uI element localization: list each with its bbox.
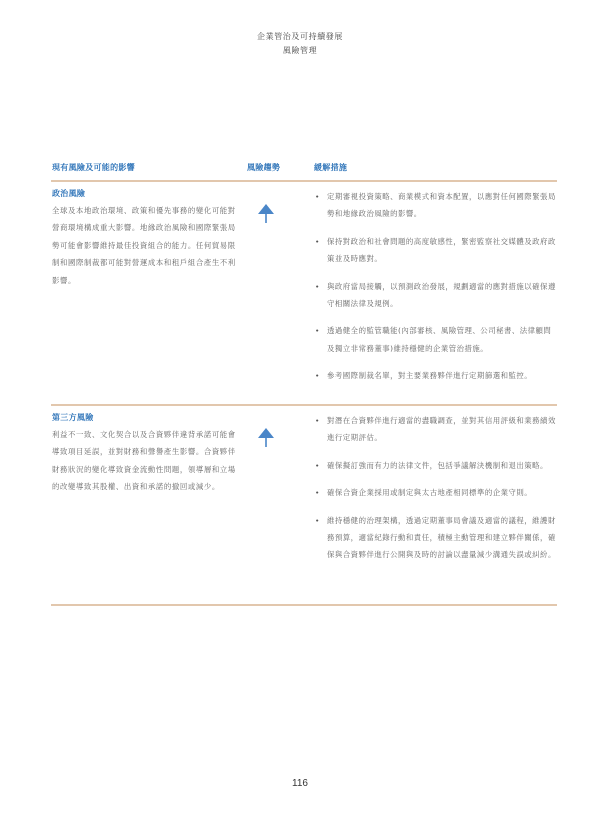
mitigation-item: • 參考國際制裁名單，對主要業務夥伴進行定期篩選和監控。 (313, 367, 559, 384)
page-number: 116 (292, 778, 308, 789)
risk-description: 全球及本地政治環境、政策和優先事務的變化可能對營商環境構成重大影響。地緣政治風險和國際緊張局勢可能會影響維持最佳投資組合的能力。任何貿易限制和國際制裁都可能對營運成本和租戶組合產生不利影響。 (52, 206, 236, 285)
column-header-risk: 現有風險及可能的影響 (52, 163, 135, 172)
mitigation-item: • 透過健全的監管職能(內部審核、風險管理、公司秘書、法律顧問及獨立非常務董事)維持穩健的企業管治措施。 (313, 322, 559, 357)
header-section-title: 企業管治及可持續發展 (257, 32, 343, 41)
risk-table (51, 160, 557, 606)
table-header (51, 160, 557, 182)
mitigation-item: • 定期審視投資策略、商業模式和資本配置，以應對任何國際緊張局勢和地緣政治風險的影響。 (313, 188, 559, 223)
mitigation-item: • 確保合資企業採用或制定與太古地產相同標準的企業守則。 (313, 484, 559, 501)
mitigation-item: • 與政府當局接觸，以預測政治發展，規劃適當的應對措施以確保遵守相關法律及規例。 (313, 278, 559, 313)
mitigation-cell (313, 188, 559, 395)
column-header-mitigation: 緩解措施 (314, 163, 348, 172)
up-arrow-icon (256, 203, 276, 225)
page-header (0, 31, 600, 56)
mitigation-item: • 對潛在合資夥伴進行適當的盡職調查，並對其信用評級和業務績效進行定期評估。 (313, 412, 559, 447)
risk-cell (52, 412, 237, 496)
up-arrow-icon (256, 427, 276, 449)
table-row (51, 182, 557, 406)
risk-description: 利益不一致、文化契合以及合資夥伴違背承諾可能會導致項目延誤，並對財務和聲譽產生影響。合資夥伴財務狀況的變化導致資金流動性問題，領導層和立場的改變導致其股權、出資和承諾的撤回或減少。 (52, 430, 236, 492)
risk-title: 第三方風險 (52, 413, 94, 422)
mitigation-item: • 確保擬訂強而有力的法律文件，包括爭議解決機制和退出策略。 (313, 457, 559, 474)
mitigation-item: • 保持對政治和社會問題的高度敏感性，緊密監察社交媒體及政府政策並及時應對。 (313, 233, 559, 268)
risk-title: 政治風險 (52, 189, 86, 198)
mitigation-cell (313, 412, 559, 574)
table-row (51, 406, 557, 606)
header-subsection-title: 風險管理 (282, 46, 318, 55)
risk-cell (52, 188, 237, 289)
column-header-trend: 風險趨勢 (247, 163, 281, 172)
mitigation-item: • 維持穩健的治理架構，透過定期董事局會議及適當的議程，維護財務預算，適當紀錄行動和責任，積極主動管理和建立夥伴關係，確保與合資夥伴進行公開與及時的討論以盡量減少溝通失誤或糾紛。 (313, 512, 559, 564)
